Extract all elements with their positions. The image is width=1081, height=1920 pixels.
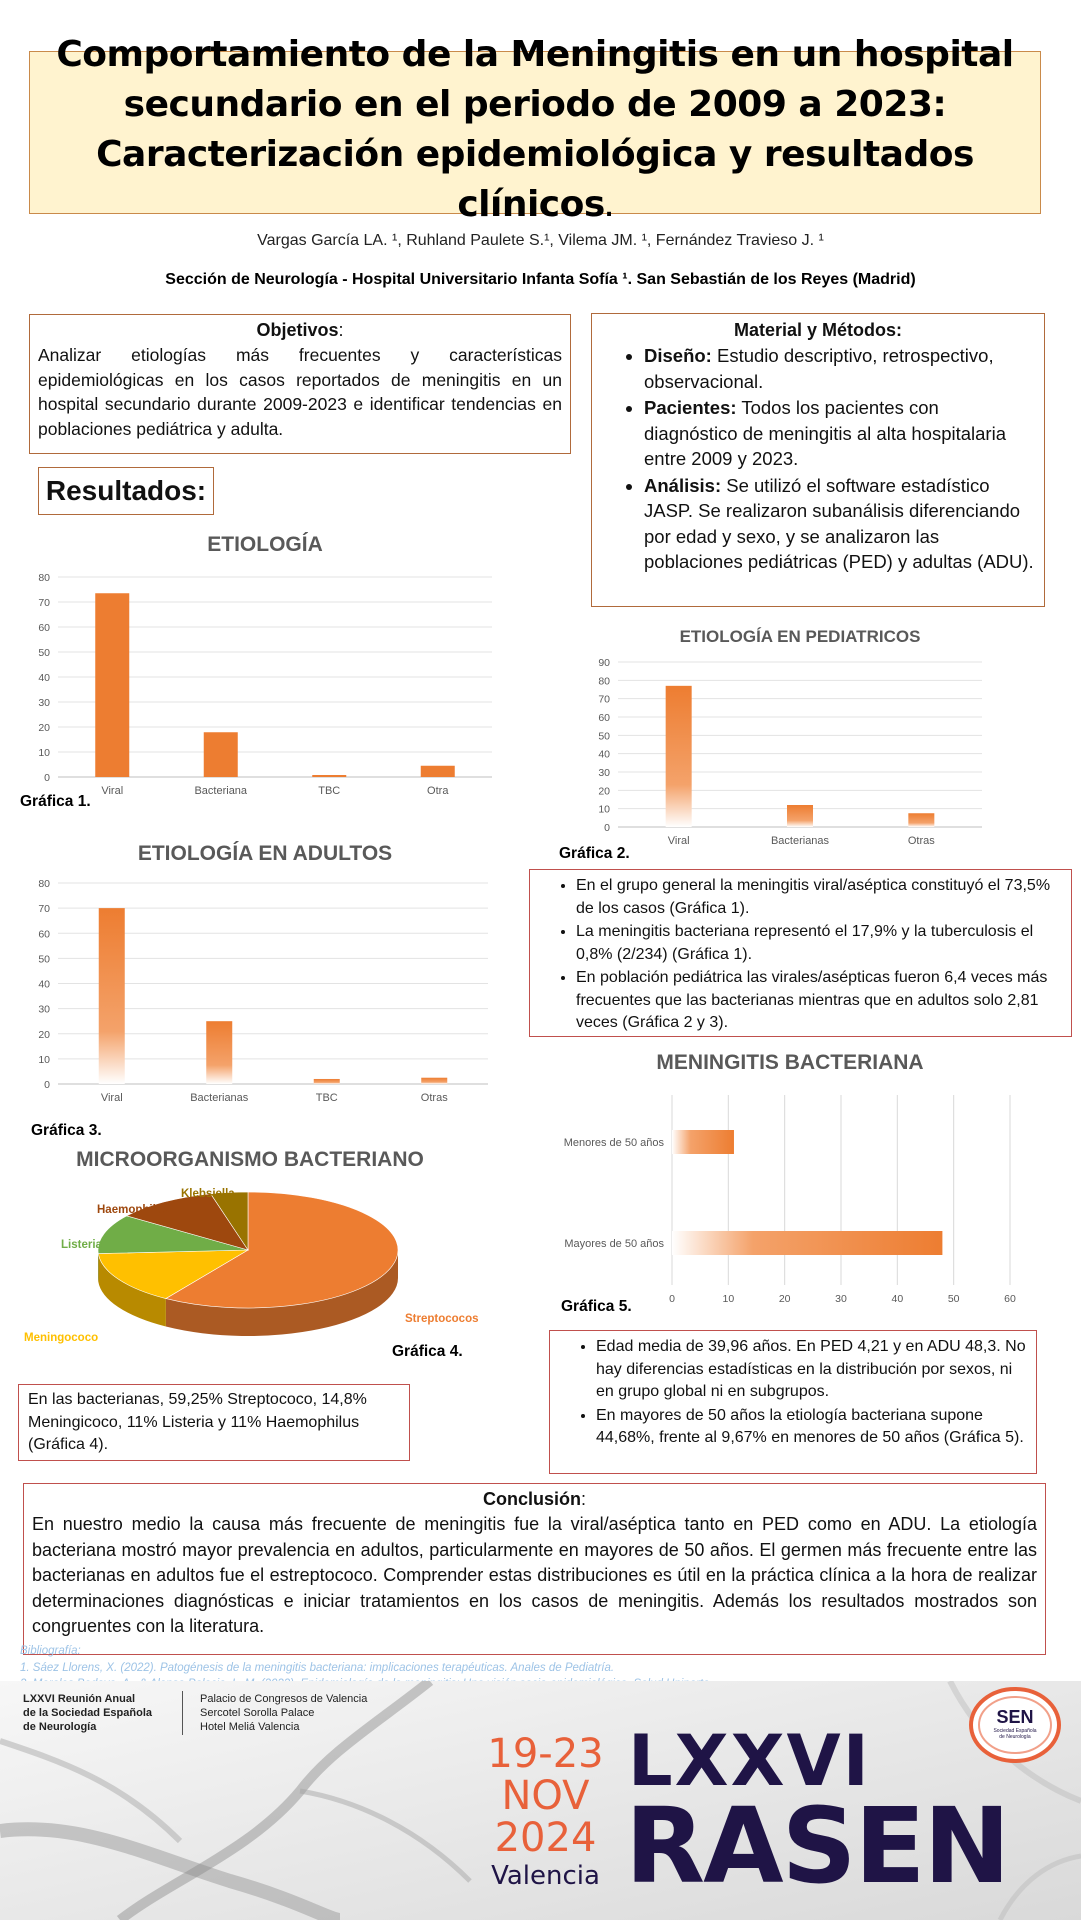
authors: Vargas García LA. ¹, Ruhland Paulete S.¹, Vilema JM. ¹, Fernández Travieso J. ¹	[257, 232, 824, 249]
finding-item: • La meningitis bacteriana representó el 17,9% y la tuberculosis el 0,8% (2/234) (Gráfica 1).	[576, 921, 1065, 966]
poster-title	[30, 30, 1040, 235]
y-tick-label: 20	[38, 1028, 50, 1041]
finding-item: • En el grupo general la meningitis viral/aséptica constituyó el 73,5% de los casos (Gráfica 1).	[576, 875, 1065, 920]
bar	[908, 813, 934, 827]
y-tick-label: 50	[598, 730, 610, 743]
meeting-line: de la Sociedad Española	[23, 1707, 152, 1719]
x-tick-label: Bacteriana	[194, 785, 248, 797]
caption-grafica-1: Gráfica 1.	[20, 793, 91, 810]
finding-item: • En población pediátrica las virales/asépticas fueron 6,4 veces más frecuentes que las bacterianas mientras que en adultos solo 2,81 veces (Gráfica 2 y 3).	[576, 967, 1065, 1035]
metodos-item-text: Se utilizó el software estadístico JASP. Se realizaron subanálisis diferenciando por edad y sexo, y se analizaron las poblaciones pediátricas (PED) y adultas (ADU).	[644, 474, 1034, 572]
dates-month: NOV	[501, 1773, 590, 1819]
venue-list	[200, 1692, 367, 1734]
x-tick-label: TBC	[315, 1092, 338, 1104]
bar	[672, 1231, 942, 1255]
bar	[312, 775, 346, 777]
title-period: .	[604, 197, 613, 222]
bar	[204, 732, 238, 777]
metodos-item-text: Estudio descriptivo, retrospectivo, observacional.	[644, 345, 994, 392]
meeting-line: LXXVI Reunión Anual	[23, 1693, 136, 1705]
congress-dates	[478, 1733, 613, 1893]
y-tick-label: 30	[38, 697, 50, 709]
chart2-pediatricos	[590, 652, 1000, 852]
metodos-item	[644, 473, 1034, 575]
metodos-item	[644, 343, 1034, 394]
resultados-heading: Resultados:	[38, 467, 214, 515]
y-tick-label: 10	[38, 747, 50, 759]
x-tick-label: Otra	[427, 785, 449, 797]
y-tick-label: 70	[38, 597, 50, 609]
x-tick-label: 30	[835, 1293, 847, 1305]
bibliografia-heading: Bibliografía:	[20, 1645, 81, 1657]
y-tick-label: 60	[38, 928, 50, 941]
meeting-line: de Neurología	[23, 1721, 97, 1733]
y-tick-label: 80	[598, 675, 610, 688]
x-tick-label: Bacterianas	[770, 835, 830, 847]
y-tick-label: 70	[598, 693, 610, 706]
metodos-item-text: Todos los pacientes con diagnóstico de meningitis al alta hospitalaria entre 2009 y 2023.	[644, 397, 1006, 469]
bar	[672, 1130, 734, 1154]
title-line-2: secundario en el periodo de 2009 a 2023:	[123, 84, 947, 125]
y-tick-label: Mayores de 50 años	[564, 1238, 664, 1250]
x-tick-label: Bacterianas	[190, 1092, 249, 1104]
y-tick-label: 30	[38, 1003, 50, 1016]
metodos-item-label: Diseño:	[644, 345, 712, 366]
findings2-box	[549, 1330, 1037, 1474]
dates-days: 19-23	[487, 1731, 604, 1777]
y-tick-label: 20	[598, 785, 610, 798]
chart1-etiologia	[20, 562, 500, 802]
y-tick-label: 0	[44, 1079, 50, 1091]
y-tick-label: 20	[38, 722, 50, 734]
pie-label: Klebsiella	[181, 1188, 235, 1200]
x-tick-label: Otras	[420, 1092, 448, 1104]
y-tick-label: 10	[38, 1053, 50, 1066]
sen-logo-sub-line: de Neurología	[999, 1734, 1031, 1740]
objetivos-heading: Objetivos	[256, 320, 339, 340]
metodos-box	[591, 313, 1045, 607]
venue-line: Hotel Meliá Valencia	[200, 1721, 300, 1733]
chart3-title: ETIOLOGÍA EN ADULTOS	[137, 842, 393, 865]
metodos-item-label: Pacientes:	[644, 397, 737, 418]
bar	[206, 1021, 232, 1084]
sen-logo-subtitle	[963, 1728, 1067, 1740]
metodos-item-label: Análisis:	[644, 474, 722, 496]
banner-divider	[182, 1691, 183, 1735]
congress-banner	[0, 1681, 1081, 1920]
x-tick-label: Otras	[907, 835, 935, 847]
conclusion-colon: :	[580, 1489, 586, 1509]
sen-logo-text: SEN	[996, 1707, 1034, 1727]
chart3-adultos	[20, 870, 500, 1110]
pie-label: Streptococos	[405, 1313, 479, 1325]
x-tick-label: Viral	[100, 1092, 123, 1104]
title-line-1: Comportamiento de la Meningitis en un hospital	[56, 34, 1014, 75]
x-tick-label: 0	[669, 1293, 675, 1305]
y-tick-label: 40	[598, 748, 610, 761]
bar	[666, 686, 692, 827]
metodos-heading: Material y Métodos:	[733, 320, 903, 340]
caption-grafica-5: Gráfica 5.	[561, 1298, 632, 1315]
y-tick-label: 70	[38, 903, 50, 916]
y-tick-label: 0	[44, 772, 50, 784]
y-tick-label: 80	[38, 572, 50, 584]
objetivos-box	[29, 314, 571, 454]
dates-city: Valencia	[491, 1861, 600, 1891]
conclusion-heading: Conclusión	[482, 1489, 581, 1509]
y-tick-label: 60	[38, 622, 50, 634]
finding-item: • En mayores de 50 años la etiología bacteriana supone 44,68%, frente al 9,67% en menores de 50 años (Gráfica 5).	[596, 1405, 1030, 1450]
bar	[95, 593, 129, 777]
x-tick-label: 40	[891, 1293, 904, 1305]
findings2-list	[556, 1336, 1030, 1450]
dates-year: 2024	[494, 1815, 597, 1861]
brand-rasen: RASEN	[625, 1785, 1009, 1907]
chart5-title: MENINGITIS BACTERIANA	[656, 1051, 924, 1074]
chart5-bacteriana-edad	[545, 1085, 1025, 1320]
bacterial-note-box: En las bacterianas, 59,25% Streptococo, 14,8% Meningicoco, 11% Listeria y 11% Haemophilus (Gráfica 4).	[18, 1384, 410, 1461]
pie-label: Listeria	[61, 1239, 102, 1251]
y-tick-label: 50	[38, 647, 50, 659]
x-tick-label: Viral	[667, 835, 690, 847]
affiliation: Sección de Neurología - Hospital Universitario Infanta Sofía ¹. San Sebastián de los Reyes (Madrid)	[165, 271, 916, 288]
objetivos-colon: :	[338, 320, 344, 340]
bar	[421, 766, 455, 777]
bar	[314, 1079, 340, 1084]
bar	[99, 908, 125, 1084]
y-tick-label: Menores de 50 años	[563, 1137, 664, 1149]
chart4-title: MICROORGANISMO BACTERIANO	[76, 1148, 424, 1171]
bar	[787, 805, 813, 827]
bar	[421, 1078, 447, 1084]
x-tick-label: 10	[722, 1293, 735, 1305]
venue-line: Sercotel Sorolla Palace	[200, 1707, 315, 1719]
x-tick-label: TBC	[318, 785, 341, 797]
chart4-microorganismo	[15, 1180, 485, 1355]
y-tick-label: 10	[598, 803, 610, 816]
y-tick-label: 50	[38, 953, 50, 966]
finding-item: • Edad media de 39,96 años. En PED 4,21 y en ADU 48,3. No hay diferencias estadísticas en la distribución por sexos, ni en grupo global ni en subgrupos.	[596, 1336, 1030, 1404]
meeting-name	[23, 1692, 152, 1734]
findings1-list	[536, 875, 1065, 1035]
x-tick-label: 20	[778, 1293, 791, 1305]
y-tick-label: 30	[598, 767, 610, 779]
x-tick-label: Viral	[101, 785, 124, 797]
caption-grafica-2: Gráfica 2.	[559, 845, 630, 862]
findings1-box	[529, 869, 1072, 1037]
sen-logo-sub-line: Sociedad Española	[993, 1728, 1037, 1734]
pie-label: Haemophilus	[97, 1204, 170, 1216]
brand-lxxvi: LXXVI	[628, 1720, 871, 1802]
venue-line: Palacio de Congresos de Valencia	[200, 1693, 368, 1705]
y-tick-label: 90	[598, 657, 610, 669]
metodos-item	[644, 395, 1034, 472]
caption-grafica-4: Gráfica 4.	[392, 1343, 463, 1360]
chart1-title: ETIOLOGÍA	[207, 533, 323, 556]
y-tick-label: 80	[38, 878, 50, 890]
caption-grafica-3: Gráfica 3.	[31, 1122, 102, 1139]
x-tick-label: 50	[947, 1293, 960, 1305]
title-box	[29, 34, 1041, 225]
metodos-list	[602, 343, 1034, 575]
chart2-title: ETIOLOGÍA EN PEDIATRICOS	[679, 627, 921, 646]
title-line-3: Caracterización epidemiológica y resultados clínicos	[96, 134, 974, 225]
pie-label: Meningococo	[24, 1332, 99, 1344]
y-tick-label: 60	[598, 712, 610, 724]
y-tick-label: 0	[604, 822, 610, 834]
objetivos-text: Analizar etiologías más frecuentes y características epidemiológicas en los casos reportados de meningitis en un hospital secundario durante 2009-2023 e identificar tendencias en poblaciones pediátrica y adulta.	[38, 345, 562, 439]
x-tick-label: 60	[1004, 1293, 1016, 1305]
bibliografia-ref: 1. Sáez Llorens, X. (2022). Patogénesis de la meningitis bacteriana: implicaciones terapéuticas. Anales de Pediatría.	[20, 1661, 615, 1674]
y-tick-label: 40	[38, 978, 50, 991]
y-tick-label: 40	[38, 672, 50, 684]
conclusion-box	[23, 1483, 1046, 1655]
conclusion-text: En nuestro medio la causa más frecuente de meningitis fue la viral/aséptica tanto en PED como en ADU. La etiología bacteriana mostró mayor prevalencia en adultos, particularmente en mayores de 50 años. El germen más frecuente entre las bacterianas en adultos fue el estreptococo. Comprender estas distribuciones es útil en la práctica clínica a la hora de realizar determinaciones diagnósticas e iniciar tratamientos en los casos de meningitis. Además los resultados mostrados son congruentes con la literatura.	[32, 1514, 1037, 1636]
